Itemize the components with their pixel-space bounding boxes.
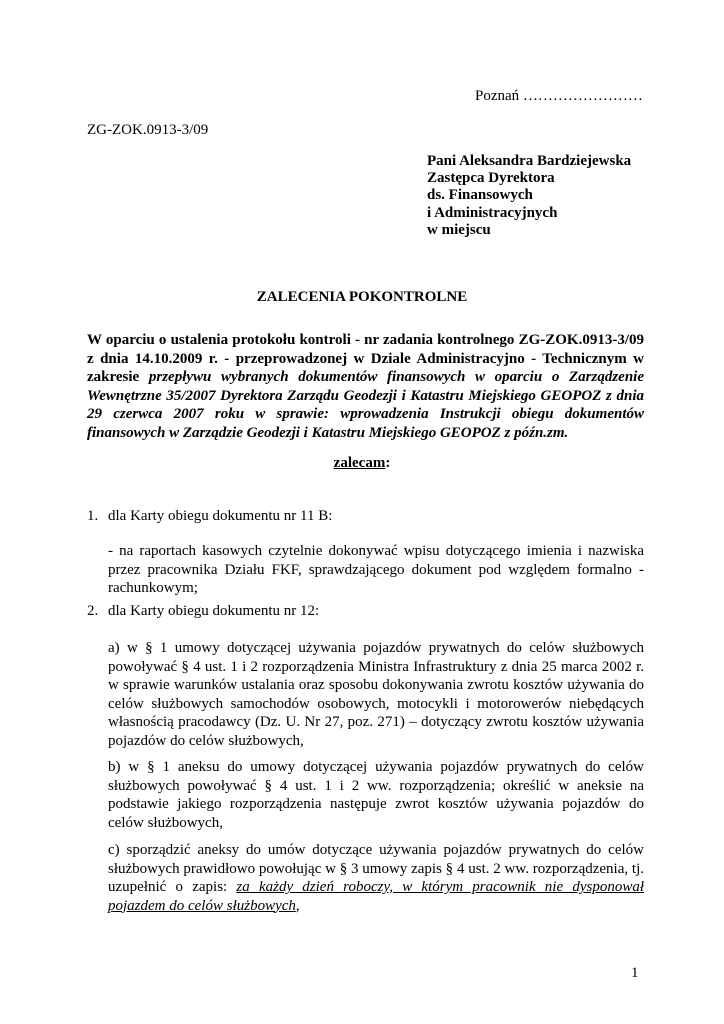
item-2-number: 2. <box>87 603 99 619</box>
addressee-block <box>427 153 631 239</box>
paragraph-c-end: , <box>295 897 300 914</box>
addressee-title: Zastępca Dyrektora <box>427 170 555 187</box>
item-2-paragraph-b: b) w § 1 aneksu do umowy dotyczącej używania pojazdów prywatnych do celów służbowych powoływać § 4 ust. 1 i 2 ww. rozporządzenia; określić w aneksie na podstawie jakiego rozporządzenia następuje zwrot kosztów używania pojazdów do celów służbowych, <box>108 759 644 831</box>
addressee-dept-1: ds. Finansowych <box>427 187 533 204</box>
addressee-location: w miejscu <box>427 221 491 238</box>
place-date: Poznań …………………… <box>475 88 643 104</box>
intro-paragraph <box>87 331 644 442</box>
intro-italic: przepływu wybranych dokumentów finansowych w oparciu o Zarządzenie Wewnętrzne 35/2007 Dyrektora Zarządu Geodezji i Katastru Miejskiego GEOPOZ z dnia 29 czerwca 2007 roku w sprawie: wprowadzenia Instrukcji obiegu dokumentów finansowych w Zarządzie Geodezji i Katastru Miejskiego GEOPOZ z późn.zm. <box>87 369 644 441</box>
item-1-heading: dla Karty obiegu dokumentu nr 11 B: <box>108 508 333 524</box>
paragraph-c-text: c) sporządzić aneksy do umów dotyczące używania pojazdów prywatnych do celów służbowych prawidłowo powołując w § 3 umowy zapis § 4 ust. 2 ww. rozporządzenia, tj. uzupełnić o zapis: <box>108 842 644 895</box>
recommend-heading <box>0 455 724 472</box>
item-2-heading: dla Karty obiegu dokumentu nr 12: <box>108 603 320 619</box>
item-1-number: 1. <box>87 508 99 524</box>
reference-number: ZG-ZOK.0913-3/09 <box>87 122 209 138</box>
addressee-dept-2: i Administracyjnych <box>427 204 558 221</box>
document-title: ZALECENIA POKONTROLNE <box>256 289 468 305</box>
recommend-word: zalecam <box>333 455 386 471</box>
addressee-name: Pani Aleksandra Bardziejewska <box>427 153 632 169</box>
paragraph-c-emphasis: za każdy dzień roboczy, w którym pracownik nie dysponował pojazdem do celów służbowych <box>108 879 645 914</box>
item-2-paragraph-c <box>108 841 644 915</box>
item-2-paragraph-a: a) w § 1 umowy dotyczącej używania pojazdów prywatnych do celów służbowych powoływać § 4 ust. 1 i 2 rozporządzenia Ministra Infrastruktury z dnia 25 marca 2002 r. w sprawie warunków ustalania oraz sposobu dokonywania zwrotu kosztów używania do celów służbowych samochodów osobowych, motocykli i motorowerów niebędących własnością pracodawcy (Dz. U. Nr 27, poz. 271) – dotyczący zwrotu kosztów używania pojazdów do celów służbowych, <box>108 640 644 749</box>
page-number: 1 <box>631 965 639 981</box>
item-1-paragraph: - na raportach kasowych czytelnie dokonywać wpisu dotyczącego imienia i nazwiska przez pracownika Działu FKF, sprawdzającego dokument pod względem formalno - rachunkowym; <box>108 543 644 596</box>
intro-bold: W oparciu o ustalenia protokołu kontroli - nr zadania kontrolnego ZG-ZOK.0913-3/09 z dnia 14.10.2009 r. - przeprowadzonej w Dziale Administracyjno - Technicznym w zakresie <box>87 332 644 385</box>
recommend-colon: : <box>385 455 391 471</box>
